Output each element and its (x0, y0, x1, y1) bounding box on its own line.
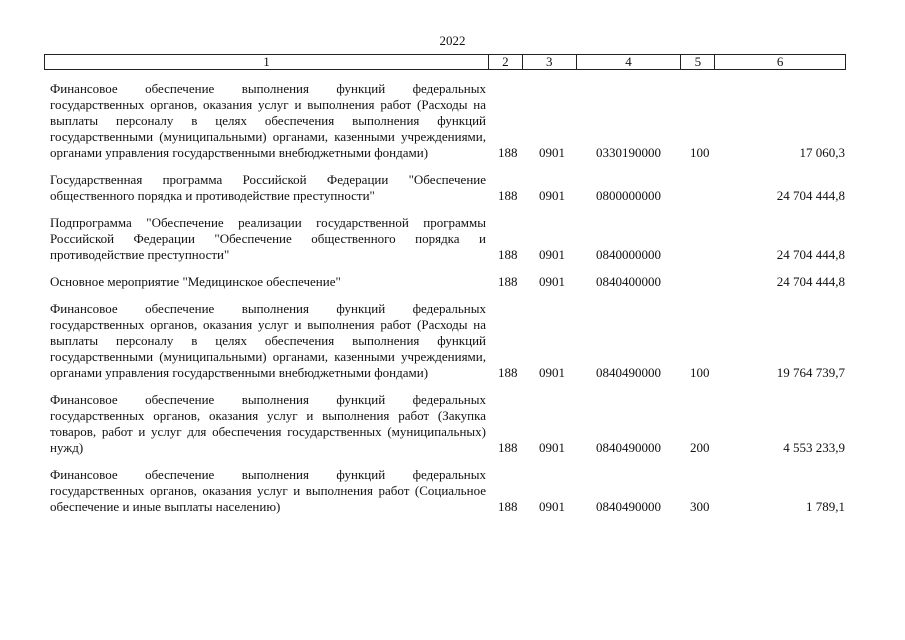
row-target-code: 0840490000 (596, 499, 661, 514)
row-amount: 17 060,3 (799, 145, 845, 160)
row-admin-code: 188 (498, 145, 518, 160)
row-description: Финансовое обеспечение выполнения функций федеральных государственных органов, оказания услуг и выполнения работ (Социальное обеспечение и иные выплаты населению) (50, 467, 486, 514)
row-admin-code: 188 (498, 440, 518, 455)
column-header-amount: 6 (776, 54, 784, 69)
row-description: Подпрограмма "Обеспечение реализации государственной программы Российской Федерации "Обеспечение общественного порядка и противодействие преступности" (50, 215, 486, 262)
column-header-admin: 2 (489, 55, 523, 69)
row-section-code: 0901 (539, 188, 565, 203)
table-row (0, 301, 905, 381)
row-section-code: 0901 (539, 499, 565, 514)
row-description: Финансовое обеспечение выполнения функций федеральных государственных органов, оказания услуг и выполнения работ (Расходы на выплаты персоналу в целях обеспечения выполнения функций государственными (муниципальными) органами, казенными учреждениями, органами управления государственными внебюджетными фондами) (50, 81, 486, 160)
row-target-code: 0800000000 (596, 188, 661, 203)
row-expense-type: 100 (690, 145, 710, 160)
row-target-code: 0840000000 (596, 247, 661, 262)
row-description: Финансовое обеспечение выполнения функций федеральных государственных органов, оказания услуг и выполнения работ (Закупка товаров, работ и услуг для обеспечения государственных (муниципальных) нужд) (50, 392, 486, 455)
table-row (0, 81, 905, 161)
row-target-code: 0840490000 (596, 440, 661, 455)
row-expense-type: 300 (690, 499, 710, 514)
row-amount: 24 704 444,8 (776, 274, 845, 289)
row-section-code: 0901 (539, 145, 565, 160)
row-description: Финансовое обеспечение выполнения функций федеральных государственных органов, оказания услуг и выполнения работ (Расходы на выплаты персоналу в целях обеспечения выполнения функций государственными (муниципальными) органами, казенными учреждениями, органами управления государственными внебюджетными фондами) (50, 301, 486, 380)
table-row (0, 467, 905, 515)
row-expense-type: 100 (690, 365, 710, 380)
row-admin-code: 188 (498, 247, 518, 262)
row-section-code: 0901 (539, 274, 565, 289)
row-admin-code: 188 (498, 274, 518, 289)
row-target-code: 0840490000 (596, 365, 661, 380)
row-description: Государственная программа Российской Федерации "Обеспечение общественного порядка и противодействие преступности" (50, 172, 486, 203)
row-amount: 19 764 739,7 (776, 365, 845, 380)
row-amount: 24 704 444,8 (776, 188, 845, 203)
table-row (0, 392, 905, 456)
row-target-code: 0330190000 (596, 145, 661, 160)
budget-table-body (0, 81, 905, 526)
row-section-code: 0901 (539, 247, 565, 262)
table-row (0, 215, 905, 263)
row-amount: 24 704 444,8 (776, 247, 845, 262)
row-admin-code: 188 (498, 499, 518, 514)
row-section-code: 0901 (539, 440, 565, 455)
row-description: Основное мероприятие "Медицинское обеспечение" (50, 274, 341, 289)
row-target-code: 0840400000 (596, 274, 661, 289)
column-header-expense-type: 5 (681, 55, 715, 69)
table-row (0, 274, 905, 290)
column-header-description: 1 (45, 55, 489, 69)
table-row (0, 172, 905, 204)
column-header-section: 3 (523, 55, 577, 69)
row-admin-code: 188 (498, 188, 518, 203)
row-amount: 4 553 233,9 (783, 440, 845, 455)
row-admin-code: 188 (498, 365, 518, 380)
page-number: 2022 (439, 33, 466, 48)
table-header (44, 54, 846, 70)
row-expense-type: 200 (690, 440, 710, 455)
row-section-code: 0901 (539, 365, 565, 380)
column-header-target: 4 (577, 55, 682, 69)
row-amount: 1 789,1 (806, 499, 845, 514)
